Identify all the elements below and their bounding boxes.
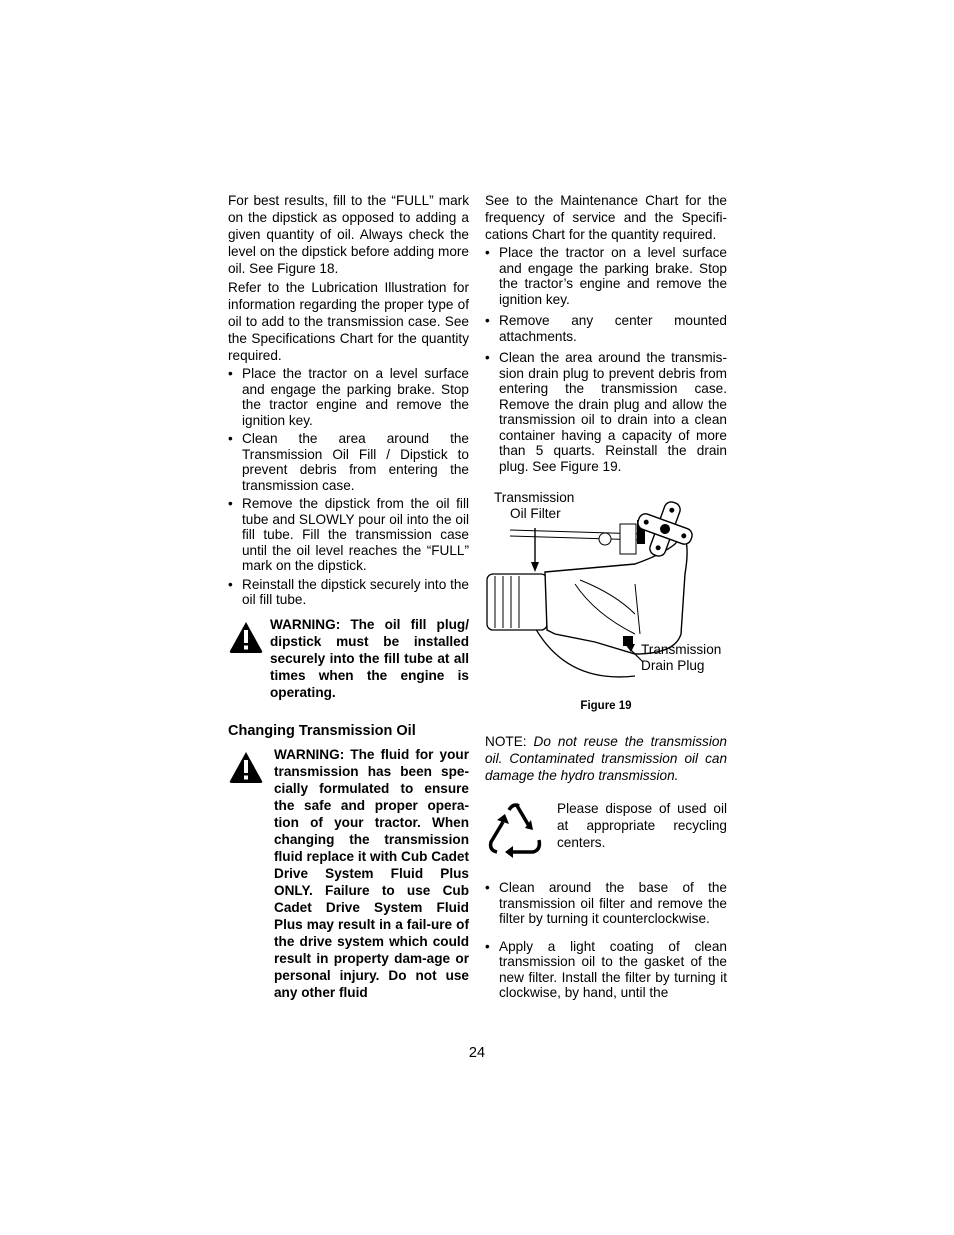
list-item: • Apply a light coating of clean transmission oil to the gasket of the new filter. Install the filter by turning it clockwise, by hand, until the	[485, 939, 727, 1001]
figure-19	[485, 484, 727, 694]
right-column	[485, 192, 727, 1004]
note-text: Do not reuse the transmission oil. Contaminated transmission oil can damage the hydro transmission.	[485, 734, 727, 783]
warning-triangle-icon	[228, 616, 270, 701]
right-bullet-list-2	[485, 880, 727, 1001]
left-paragraph-2: Refer to the Lubrication Illustration for information regarding the proper type of oil to add to the transmission case. See the Specifications Chart for the quantity required.	[228, 280, 469, 363]
right-bullet-list	[485, 245, 727, 474]
warning-block-oil-fill	[228, 616, 469, 701]
warning-text-oil-fill: WARNING: The oil fill plug/ dipstick must be installed securely into the fill tube at all times when the engine is operating.	[270, 616, 469, 700]
list-item: • Remove the dipstick from the oil fill tube and SLOWLY pour oil into the oil fill tube. Fill the transmission case until the oil level reaches the “FULL” mark on the dipstick.	[228, 496, 469, 574]
left-column	[228, 192, 469, 1001]
list-item: • Clean the area around the Transmission Oil Fill / Dipstick to prevent debris from entering the transmission case.	[228, 431, 469, 493]
label-drain-plug-line2: Drain Plug	[641, 658, 705, 673]
list-item: • Place the tractor on a level surface and engage the parking brake. Stop the tractor engine and remove the ignition key.	[228, 366, 469, 428]
list-item: • Place the tractor on a level surface and engage the parking brake. Stop the tractor’s engine and remove the ignition key.	[485, 245, 727, 307]
right-paragraph-1: See to the Maintenance Chart for the frequency of service and the Specifi-cations Chart for the quantity required.	[485, 193, 727, 242]
warning-block-fluid	[228, 746, 469, 1001]
section-heading: Changing Transmission Oil	[228, 722, 416, 739]
label-drain-plug	[641, 642, 721, 674]
list-item: • Remove any center mounted attachments.	[485, 313, 727, 344]
list-item: • Reinstall the dipstick securely into the oil fill tube.	[228, 577, 469, 608]
note-paragraph	[485, 733, 727, 784]
note-prefix: NOTE:	[485, 734, 534, 749]
list-item: • Clean around the base of the transmission oil filter and remove the filter by turning it counterclockwise.	[485, 880, 727, 927]
page-number: 24	[468, 1045, 486, 1061]
recycle-icon	[485, 800, 557, 862]
warning-text-fluid: WARNING: The fluid for your transmission has been spe-cially formulated to ensure the safe and proper opera-tion of your tractor. When changing the transmission fluid replace it with Cub Cadet Drive System Fluid Plus ONLY. Failure to use Cub Cadet Drive System Fluid Plus may result in a fail-ure of the drive system which could result in property dam-age or personal injury. Do not use any other fluid	[274, 746, 469, 1000]
recycle-block	[485, 800, 727, 862]
label-oil-filter-line2: Oil Filter	[510, 506, 561, 521]
warning-triangle-icon	[228, 746, 274, 1001]
label-oil-filter-line1: Transmission	[494, 490, 575, 505]
left-paragraph-1: For best results, fill to the “FULL” mark on the dipstick as opposed to adding a given quantity of oil. Always check the level on the dipstick before adding more oil. See Figure 18.	[228, 193, 469, 276]
left-bullet-list	[228, 366, 469, 608]
figure-caption: Figure 19	[580, 700, 632, 712]
list-item: • Clean the area around the transmis-sion drain plug to prevent debris from entering the transmission case. Remove the drain plug and allow the transmission oil to drain into a clean container having a capacity of more than 5 quarts. Reinstall the drain plug. See Figure 19.	[485, 350, 727, 474]
recycle-text: Please dispose of used oil at appropriate recycling centers.	[557, 801, 727, 850]
label-drain-plug-line1: Transmission	[641, 642, 722, 657]
